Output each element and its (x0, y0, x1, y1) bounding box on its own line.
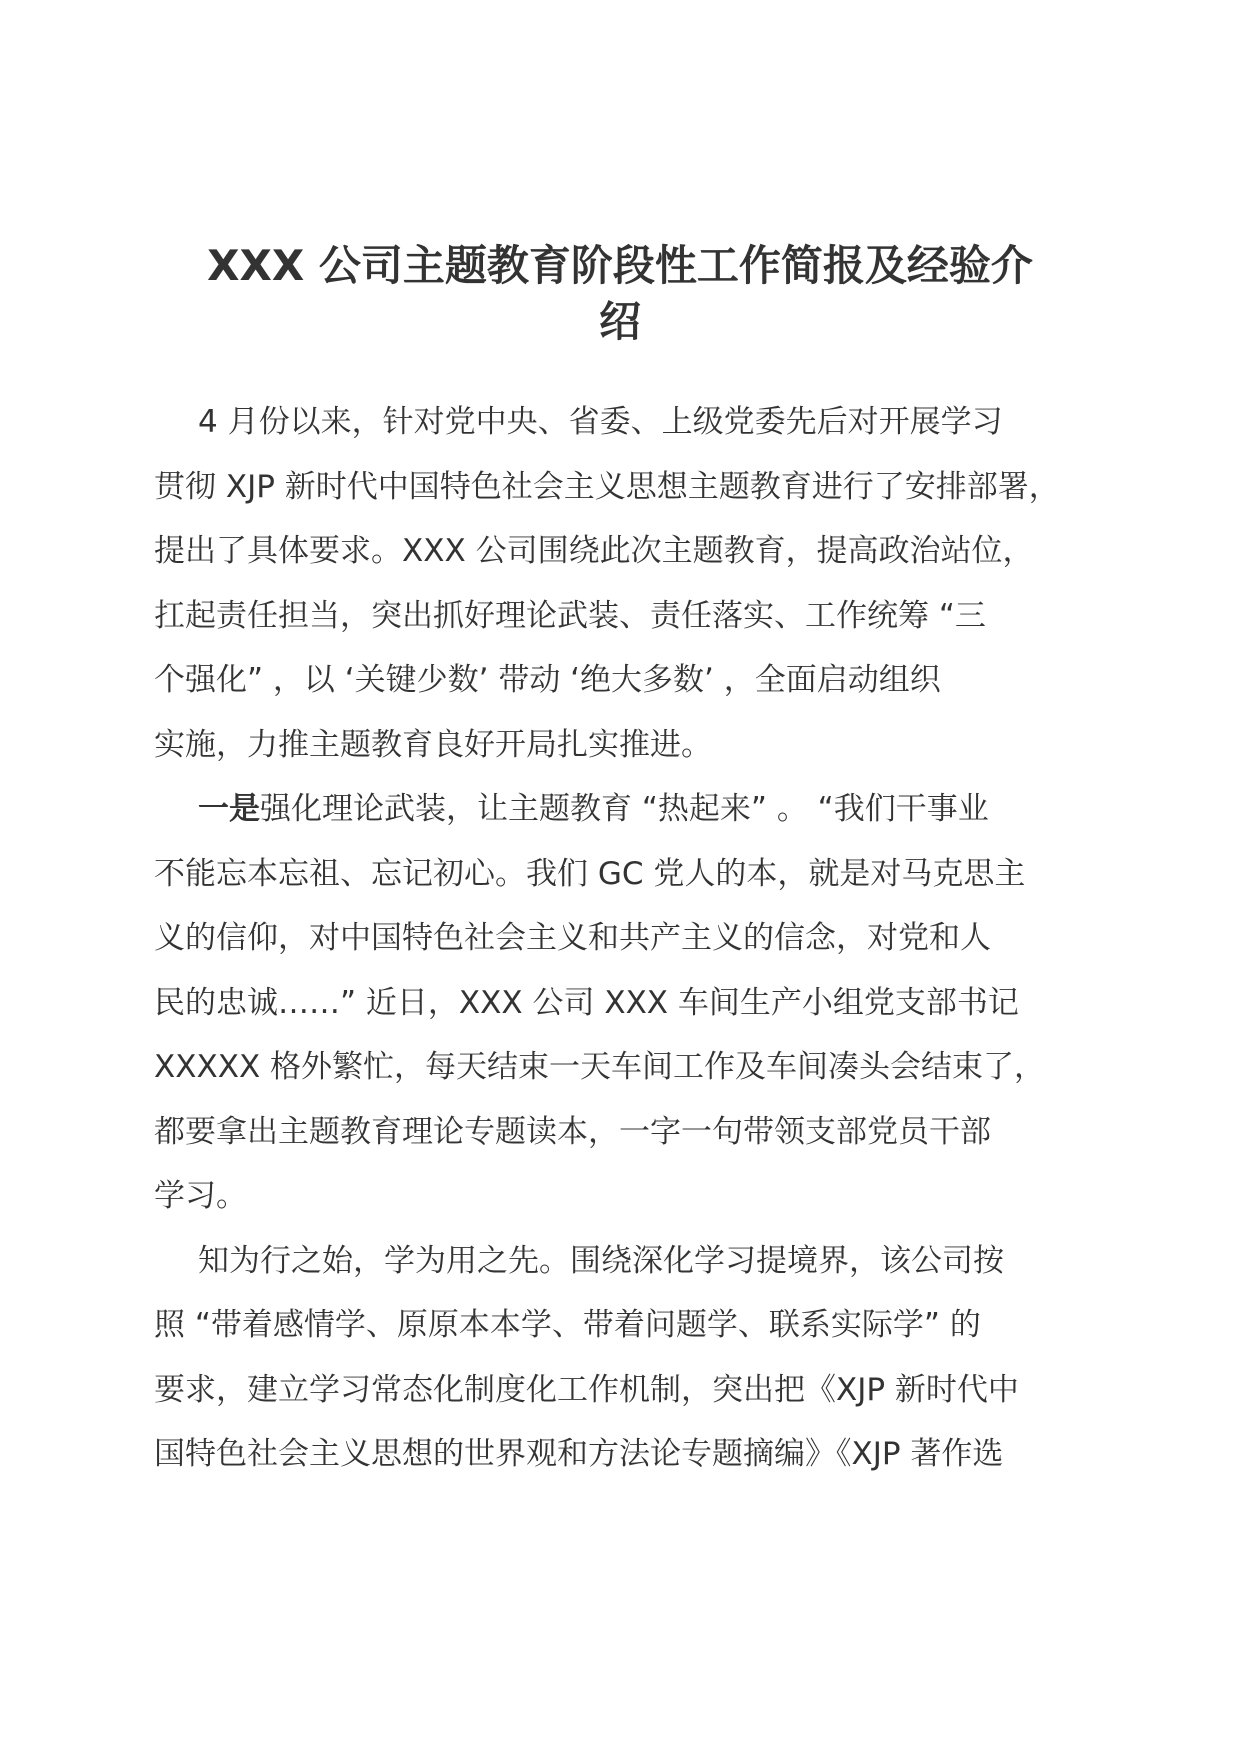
paragraph-line (154, 777, 1124, 842)
paragraph-line: 照 “带着感情学、原原本本学、带着问题学、联系实际学” 的 (154, 1307, 981, 1343)
document-title (150, 238, 1090, 350)
paragraph-line: 国特色社会主义思想的世界观和方法论专题摘编》《XJP 著作选 (154, 1436, 1004, 1472)
document-body (154, 390, 1124, 1487)
paragraph-line: 民的忠诚……” 近日，XXX 公司 XXX 车间生产小组党支部书记 (154, 984, 1019, 1021)
bold-lead: 一是 (198, 791, 260, 827)
paragraph-line: 扛起责任担当，突出抓好理论武装、责任落实、工作统筹 “三 (154, 597, 986, 634)
paragraph-3 (154, 1229, 1124, 1487)
paragraph-line: 义的信仰，对中国特色社会主义和共产主义的信念，对党和人 (154, 920, 991, 956)
title-line-1: XXX 公司主题教育阶段性工作简报及经验介 (207, 241, 1033, 290)
paragraph-line: 都要拿出主题教育理论专题读本，一字一句带领支部党员干部 (154, 1113, 991, 1150)
paragraph-line: 不能忘本忘祖、忘记初心。我们 GC 党人的本，就是对马克思主 (154, 855, 1026, 892)
paragraph-line: 实施，力推主题教育良好开局扎实推进。 (154, 726, 712, 763)
paragraph-line: 学习。 (154, 1178, 247, 1214)
paragraph-line: 贯彻 XJP 新时代中国特色社会主义思想主题教育进行了安排部署， (154, 468, 1060, 505)
lead-text: 强化理论武装，让主题教育 “热起来” 。 “我们干事业 (260, 791, 989, 827)
paragraph-line: 知为行之始，学为用之先。围绕深化学习提境界，该公司按 (198, 1242, 1004, 1279)
paragraph-line: 个强化” ，以 ‘关键少数’ 带动 ‘绝大多数’ ，全面启动组织 (154, 662, 941, 698)
paragraph-line: XXXXX 格外繁忙，每天结束一天车间工作及车间凑头会结束了， (154, 1049, 1046, 1085)
paragraph-line: 4 月份以来，针对党中央、省委、上级党委先后对开展学习 (198, 404, 1003, 440)
paragraph-line: 要求，建立学习常态化制度化工作机制，突出把《XJP 新时代中 (154, 1371, 1019, 1408)
title-line-2: 绍 (598, 297, 641, 346)
paragraph-1 (154, 390, 1124, 777)
paragraph-2 (154, 777, 1124, 1229)
paragraph-line: 提出了具体要求。XXX 公司围绕此次主题教育，提高政治站位， (154, 533, 1034, 569)
